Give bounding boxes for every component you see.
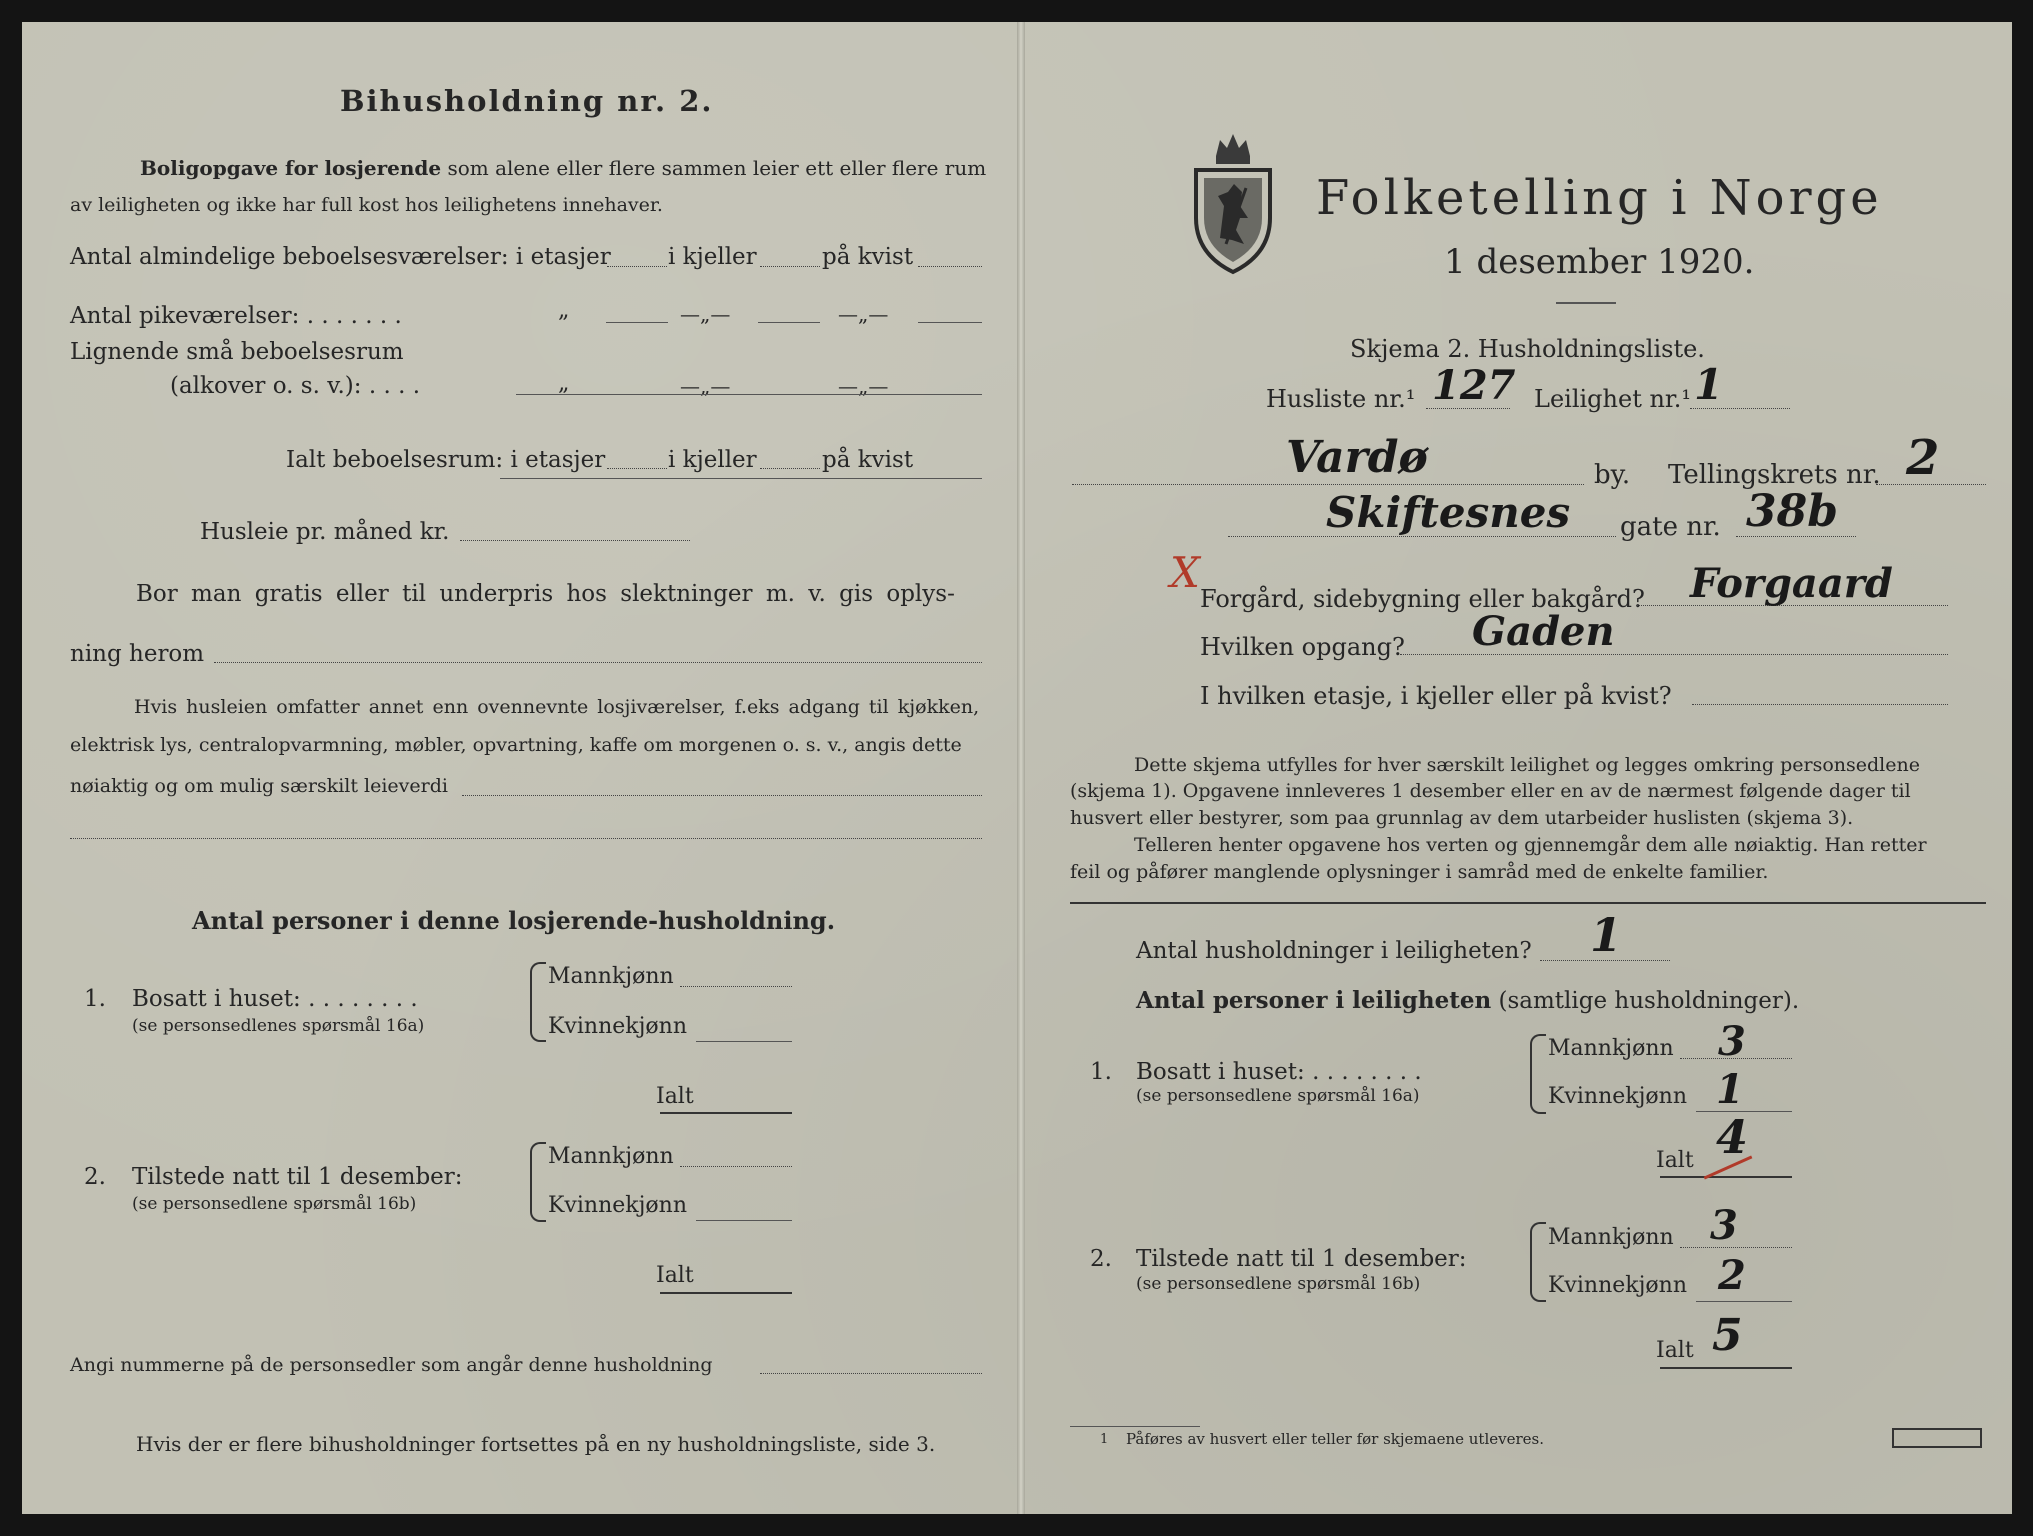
intro-rest: som alene eller flere sammen leier ett eller flere rum: [447, 156, 987, 180]
pike-label: Antal pikeværelser: . . . . . . .: [70, 303, 402, 329]
left-q1-kvinne-field[interactable]: [696, 1041, 792, 1042]
right-q1-brace: [1530, 1034, 1546, 1114]
ialt-kjeller-field[interactable]: [760, 468, 820, 469]
right-q2-mann-label: Mannkjønn: [1548, 1225, 1674, 1250]
left-q1-ialt-label: Ialt: [656, 1084, 694, 1109]
ialt-kjeller-label: i kjeller: [668, 447, 757, 473]
right-q1-mann-label: Mannkjønn: [1548, 1036, 1674, 1061]
ialt-etasjer-field[interactable]: [607, 468, 667, 469]
left-q2-kvinne-label: Kvinnekjønn: [548, 1193, 687, 1218]
right-q2-kvinne-value[interactable]: 2: [1718, 1252, 1746, 1299]
gate-label: gate nr.: [1620, 512, 1721, 542]
husleie-label: Husleie pr. måned kr.: [200, 519, 450, 545]
left-q1-kvinne-label: Kvinnekjønn: [548, 1014, 687, 1039]
rooms-label: Antal almindelige beboelsesværelser: i etasjer: [70, 244, 611, 270]
forgaard-label: Forgård, sidebygning eller bakgård?: [1200, 585, 1645, 613]
pike-dash-1: —„—: [680, 302, 731, 326]
ialt-kvist-label: på kvist: [822, 447, 914, 473]
antal-hush-label: Antal husholdninger i leiligheten?: [1136, 938, 1532, 964]
footnote-number: 1: [1100, 1432, 1109, 1447]
right-date: 1 desember 1920.: [1444, 242, 1755, 282]
pike-kjeller-line[interactable]: [758, 322, 820, 323]
ning-herom-label: ning herom: [70, 641, 205, 667]
ialt-underline: [500, 478, 982, 479]
right-q2-kvinne-label: Kvinnekjønn: [1548, 1273, 1687, 1298]
left-q1-sub: (se personsedlenes spørsmål 16a): [132, 1016, 425, 1036]
leilighet-label: Leilighet nr.¹: [1534, 385, 1692, 413]
antal-pers-bold: Antal personer i leiligheten: [1136, 987, 1492, 1014]
etasje-field[interactable]: [1692, 704, 1948, 705]
ning-herom-field[interactable]: [214, 662, 982, 663]
rooms-etasjer-field[interactable]: [607, 266, 667, 267]
hvis-line-3: nøiaktig og om mulig særskilt leieverdi: [70, 775, 448, 797]
forgaard-value[interactable]: Forgaard: [1690, 560, 1893, 607]
instruction-5: feil og påfører manglende oplysninger i samråd med de enkelte familier.: [1070, 861, 1769, 883]
left-q2-mann-field[interactable]: [680, 1166, 792, 1167]
by-field[interactable]: [1072, 484, 1584, 485]
left-q1-label: Bosatt i huset: . . . . . . . .: [132, 986, 418, 1012]
pike-dash-2: —„—: [838, 302, 889, 326]
antal-pers-rest: (samtlige husholdninger).: [1498, 988, 1800, 1014]
printer-stamp: [1892, 1428, 1982, 1448]
left-q2-mann-label: Mannkjønn: [548, 1144, 674, 1169]
right-q1-kvinne-value[interactable]: 1: [1716, 1066, 1744, 1113]
right-q2-mann-value[interactable]: 3: [1710, 1202, 1738, 1249]
leieverdi-field-2[interactable]: [70, 838, 982, 839]
left-q2-sub: (se personsedlene spørsmål 16b): [132, 1194, 417, 1214]
left-q1-brace: [530, 962, 546, 1042]
tellingskrets-label: Tellingskrets nr.: [1668, 460, 1881, 490]
right-q1-sub: (se personsedlene spørsmål 16a): [1136, 1086, 1420, 1106]
left-q1-mann-field[interactable]: [680, 986, 792, 987]
pike-kvist-line[interactable]: [918, 322, 982, 323]
pike-quote: „: [558, 298, 570, 323]
instruction-divider: [1070, 902, 1986, 904]
by-value[interactable]: Vardø: [1286, 432, 1428, 483]
instruction-3: husvert eller bestyrer, som paa grunnlag av dem utarbeider huslisten (skjema 3).: [1070, 807, 1854, 829]
antal-hush-value[interactable]: 1: [1590, 908, 1623, 962]
red-x-mark: X: [1170, 548, 1200, 597]
title-divider: [1556, 302, 1616, 304]
footnote-divider: [1070, 1426, 1200, 1427]
angi-label: Angi nummerne på de personsedler som angår denne husholdning: [70, 1354, 713, 1376]
angi-field[interactable]: [760, 1373, 982, 1374]
ialt-rooms-label: Ialt beboelsesrum: i etasjer: [286, 447, 606, 473]
lignende-label-2: (alkover o. s. v.): . . . .: [170, 373, 421, 399]
leilighet-value[interactable]: 1: [1694, 360, 1724, 409]
intro-line-1: [140, 156, 986, 180]
rooms-kjeller-field[interactable]: [760, 266, 820, 267]
left-q2-label: Tilstede natt til 1 desember:: [132, 1164, 463, 1190]
coat-of-arms-icon: [1190, 126, 1276, 276]
opgang-value[interactable]: Gaden: [1472, 608, 1615, 655]
left-title: Bihusholdning nr. 2.: [340, 84, 714, 118]
right-q2-ialt-value[interactable]: 5: [1712, 1310, 1743, 1361]
right-q2-sub: (se personsedlene spørsmål 16b): [1136, 1274, 1421, 1294]
instruction-4: Telleren henter opgavene hos verten og gjennemgår dem alle nøiaktig. Han retter: [1134, 834, 1927, 856]
gate-value[interactable]: Skiftesnes: [1326, 488, 1571, 537]
pike-etasjer-line[interactable]: [606, 322, 668, 323]
left-q2-brace: [530, 1142, 546, 1222]
instruction-2: (skjema 1). Opgavene innleveres 1 desember eller en av de nærmest følgende dager til: [1070, 780, 1911, 802]
antal-heading: Antal personer i denne losjerende-husholdning.: [192, 906, 836, 935]
intro-line-2: av leiligheten og ikke har full kost hos leilighetens innehaver.: [70, 194, 663, 216]
right-q2-num: 2.: [1090, 1246, 1112, 1272]
right-q1-mann-value[interactable]: 3: [1718, 1018, 1746, 1065]
skjema-label: Skjema 2. Husholdningsliste.: [1350, 335, 1705, 363]
footnote-text: Påføres av husvert eller teller før skjemaene utleveres.: [1126, 1430, 1544, 1448]
left-q2-ialt-label: Ialt: [656, 1263, 694, 1288]
husleie-field[interactable]: [460, 540, 690, 541]
left-q1-mann-label: Mannkjønn: [548, 964, 674, 989]
left-q1-ialt-field[interactable]: [660, 1112, 792, 1114]
husliste-value[interactable]: 127: [1432, 362, 1516, 409]
instruction-1: Dette skjema utfylles for hver særskilt leilighet og legges omkring personsedlene: [1134, 754, 1920, 776]
by-label: by.: [1594, 460, 1631, 490]
left-footer: Hvis der er flere bihusholdninger fortsettes på en ny husholdningsliste, side 3.: [136, 1432, 936, 1456]
right-q1-ialt-value[interactable]: 4: [1716, 1110, 1749, 1164]
rooms-kvist-label: på kvist: [822, 244, 914, 270]
right-q2-kvinne-field[interactable]: [1696, 1301, 1792, 1302]
opgang-label: Hvilken opgang?: [1200, 633, 1405, 661]
right-q1-kvinne-label: Kvinnekjønn: [1548, 1084, 1687, 1109]
left-q2-num: 2.: [84, 1164, 106, 1190]
hvis-line-2: elektrisk lys, centralopvarmning, møbler, opvartning, kaffe om morgenen o. s. v., angis dette: [70, 734, 962, 756]
rooms-kvist-field[interactable]: [918, 266, 982, 267]
hvis-line-1: Hvis husleien omfatter annet enn ovennevnte losjiværelser, f.eks adgang til kjøkken,: [134, 696, 980, 718]
right-q2-label: Tilstede natt til 1 desember:: [1136, 1246, 1467, 1272]
rooms-kjeller-label: i kjeller: [668, 244, 757, 270]
husliste-label: Husliste nr.¹: [1266, 385, 1416, 413]
right-title: Folketelling i Norge: [1316, 170, 1883, 226]
bor-man-text: Bor man gratis eller til underpris hos slektninger m. v. gis oplys-: [136, 581, 955, 607]
left-q2-kvinne-field[interactable]: [696, 1220, 792, 1221]
left-q2-ialt-field[interactable]: [660, 1292, 792, 1294]
lignende-label-1: Lignende små beboelsesrum: [70, 339, 404, 365]
right-q1-ialt-field[interactable]: [1660, 1176, 1792, 1178]
right-q2-ialt-field[interactable]: [1660, 1367, 1792, 1369]
etasje-label: I hvilken etasje, i kjeller eller på kvist?: [1200, 682, 1672, 710]
left-q1-num: 1.: [84, 986, 106, 1012]
right-q2-brace: [1530, 1222, 1546, 1302]
lignende-dash-1: —„—: [680, 374, 731, 398]
right-q2-ialt-label: Ialt: [1656, 1338, 1694, 1363]
leieverdi-field[interactable]: [462, 795, 982, 796]
intro-bold: Boligopgave for losjerende: [140, 156, 442, 180]
lignende-dash-2: —„—: [838, 374, 889, 398]
page-fold: [1017, 22, 1025, 1514]
right-q1-ialt-label: Ialt: [1656, 1148, 1694, 1173]
lignende-line[interactable]: [516, 394, 982, 395]
right-q1-label: Bosatt i huset: . . . . . . . .: [1136, 1059, 1422, 1085]
tellingskrets-value[interactable]: 2: [1906, 430, 1940, 486]
lignende-quote: „: [558, 371, 570, 396]
antal-pers-line: [1136, 987, 1799, 1014]
gate-nr-value[interactable]: 38b: [1746, 486, 1838, 537]
right-q1-num: 1.: [1090, 1059, 1112, 1085]
